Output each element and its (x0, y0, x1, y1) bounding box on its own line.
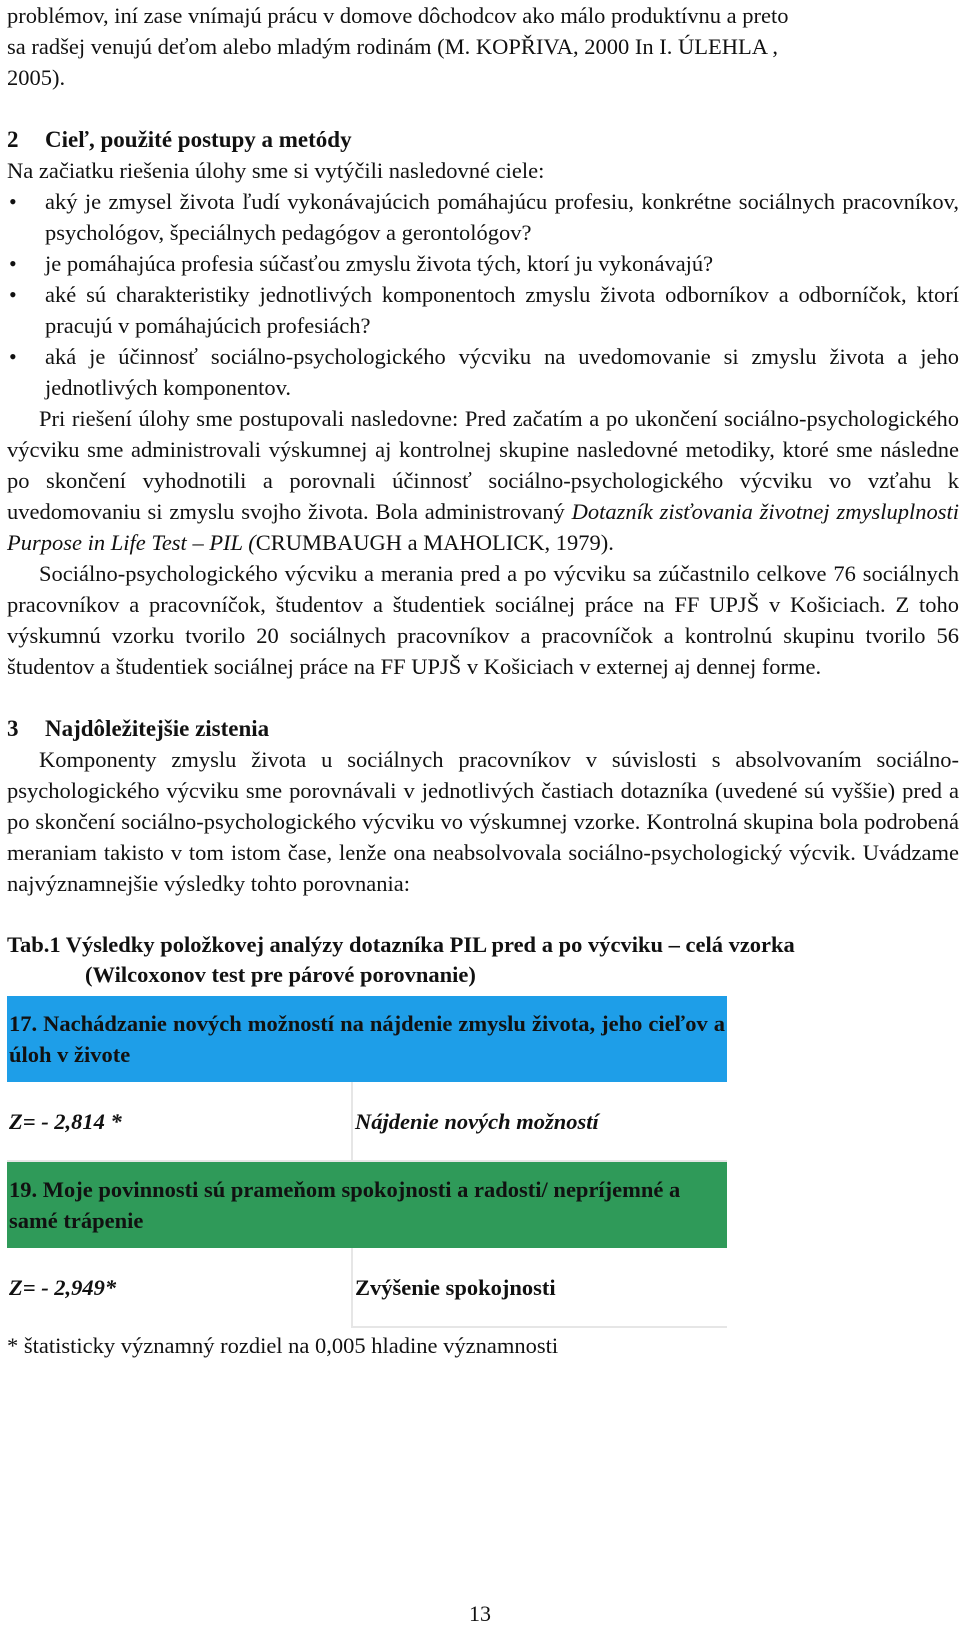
z-value-cell: Z= - 2,814 * (7, 1082, 352, 1161)
table-row (7, 1082, 727, 1161)
method-text-plain: Bola administrovaný (375, 499, 572, 524)
section-title: Cieľ, použité postupy a metódy (45, 127, 352, 152)
section-number: 3 (7, 716, 19, 741)
result-cell: Zvýšenie spokojnosti (352, 1248, 727, 1327)
page-number: 13 (469, 1601, 491, 1626)
item-header-17: 17. Nachádzanie nových možností na nájdenie zmyslu života, jeho cieľov a úloh v živote (7, 996, 727, 1082)
table-footnote: * štatisticky významný rozdiel na 0,005 hladine významnosti (7, 1333, 559, 1358)
list-item (7, 341, 959, 403)
goals-list (7, 186, 959, 403)
intro-paragraph (7, 0, 959, 93)
bullet-icon: • (9, 282, 17, 307)
citation: CRUMBAUGH a MAHOLICK, 1979). (255, 530, 614, 555)
bullet-icon: • (9, 344, 17, 369)
sample-paragraph: Sociálno-psychologického výcviku a merania pred a po výcviku sa zúčastnilo celkove 76 sociálnych pracovníkov a pracovníčok, študentov a študentiek sociálnej práce na FF UPJŠ v Košiciach. Z toho výskumnú vzorku tvorilo 20 sociálnych pracovníkov a pracovníčok a kontrolnú skupinu tvorilo 56 študentov a študentiek sociálnej práce na FF UPJŠ v Košiciach v externej aj dennej forme. (7, 561, 959, 679)
intro-line: sa radšej venujú deťom alebo mladým rodinám (M. KOPŘIVA, 2000 In I. ÚLEHLA , (7, 34, 778, 59)
table-caption-subtitle: (Wilcoxonov test pre párové porovnanie) (85, 962, 476, 987)
list-item-text: aké sú charakteristiky jednotlivých komponentoch zmyslu života odborníkov a odborníčok, ktorí pracujú v pomáhajúcich profesiách? (45, 282, 959, 338)
z-value-cell: Z= - 2,949* (7, 1248, 352, 1327)
section-2-heading (7, 124, 959, 155)
document-page (7, 0, 959, 1361)
list-item-text: je pomáhajúca profesia súčasťou zmyslu života tých, ktorí ju vykonávajú? (45, 251, 714, 276)
list-item (7, 248, 959, 279)
list-item-text: aká je účinnosť sociálno-psychologického výcviku na uvedomovanie si zmyslu života a jeho jednotlivých komponentov. (45, 344, 959, 400)
section-number: 2 (7, 127, 19, 152)
table-caption: Tab.1 Výsledky položkovej analýzy dotazníka PIL pred a po výcviku – celá vzorka (7, 932, 795, 957)
table-row (7, 1248, 727, 1327)
table-row (7, 996, 727, 1082)
results-table (7, 996, 727, 1328)
method-paragraph (7, 403, 959, 558)
bullet-icon: • (9, 251, 17, 276)
list-item-text: aký je zmysel života ľudí vykonávajúcich pomáhajúcu profesiu, konkrétne sociálnych pracovníkov, psychológov, špeciálnych pedagógov a gerontológov? (45, 189, 959, 245)
item-header-19: 19. Moje povinnosti sú prameňom spokojnosti a radosti/ nepríjemné a samé trápenie (7, 1161, 727, 1248)
section-3-heading (7, 713, 959, 744)
intro-line: 2005). (7, 65, 66, 90)
table-row (7, 1161, 727, 1248)
section-2-lead: Na začiatku riešenia úlohy sme si vytýčili nasledovné ciele: (7, 158, 545, 183)
findings-paragraph: Komponenty zmyslu života u sociálnych pracovníkov v súvislosti s absolvovaním sociálno-psychologického výcviku sme porovnávali v jednotlivých častiach dotazníka (uvedené sú vyššie) pred a po skončení sociálno-psychologického výcviku vo výskumnej vzorke. Kontrolná skupina bola podrobená meraniam takisto v tom istom čase, lenže ona neabsolvovala sociálno-psychologický výcvik. Uvádzame najvýznamnejšie výsledky tohto porovnania: (7, 747, 959, 896)
intro-line: problémov, iní zase vnímajú prácu v domove dôchodcov ako málo produktívnu a preto (7, 3, 789, 28)
questionnaire-title: Dotazník zisťovania životnej zmysluplnosti Purpose in Life Test – PIL ( (7, 499, 959, 555)
method-text: Pri riešení úlohy sme postupovali nasledovne: Pred začatím a po ukončení sociálno-psychologického výcviku sme administrovali výskumnej aj kontrolnej skupine nasledovné metodiky, ktoré sme následne po skončení vyhodnotili a porovnali účinnosť sociálno-psychologického výcviku vo vzťahu k uvedomovaniu si zmyslu svojho života. (7, 406, 959, 524)
section-title: Najdôležitejšie zistenia (45, 716, 270, 741)
list-item (7, 186, 959, 248)
bullet-icon: • (9, 189, 17, 214)
result-cell: Nájdenie nových možností (352, 1082, 727, 1161)
list-item (7, 279, 959, 341)
